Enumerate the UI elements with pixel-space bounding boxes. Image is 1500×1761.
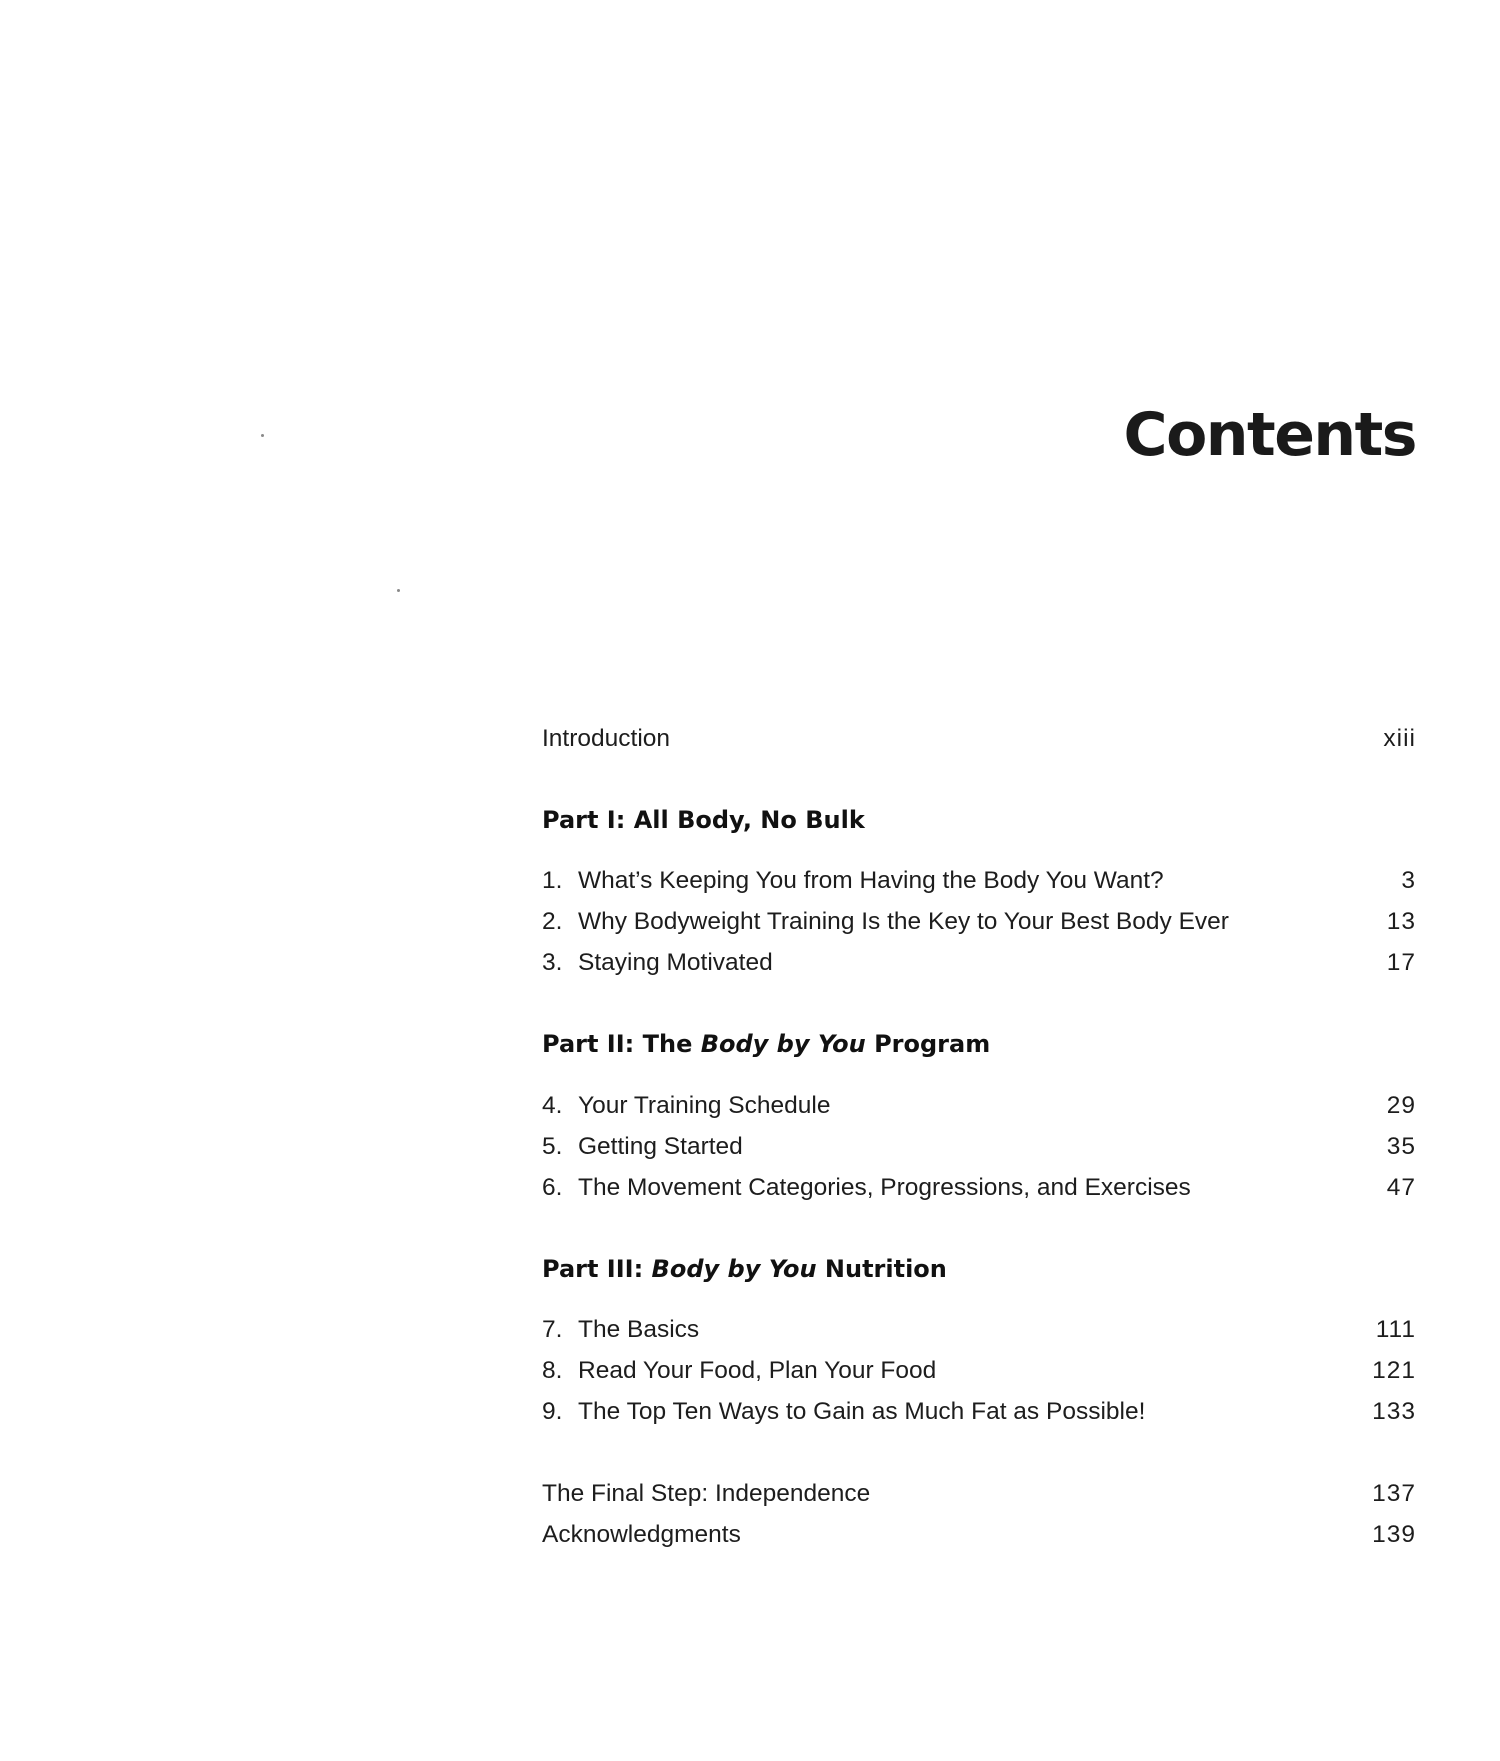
chapter-number: 7. [542, 1316, 563, 1343]
toc-chapter-5[interactable] [542, 1130, 1416, 1164]
toc-page-number: 137 [1372, 1480, 1416, 1507]
chapter-title: The Top Ten Ways to Gain as Much Fat as Possible! [578, 1398, 1146, 1425]
toc-chapter-4[interactable] [542, 1089, 1416, 1123]
chapter-title: The Movement Categories, Progressions, and Exercises [578, 1174, 1191, 1201]
chapter-number: 5. [542, 1133, 563, 1160]
chapter-title: Why Bodyweight Training Is the Key to Your Best Body Ever [578, 908, 1229, 935]
toc-entry-introduction[interactable] [542, 722, 1416, 756]
chapter-title: What’s Keeping You from Having the Body You Want? [578, 867, 1164, 894]
toc-entry-acknowledgments[interactable] [542, 1518, 1416, 1552]
toc-chapter-9[interactable] [542, 1395, 1416, 1429]
toc-entry-label: Introduction [542, 725, 671, 752]
toc-page-number: 133 [1372, 1398, 1416, 1425]
toc-page-number: 121 [1372, 1357, 1416, 1384]
chapter-number: 8. [542, 1357, 563, 1384]
toc-chapter-1[interactable] [542, 864, 1416, 898]
toc-page-number: 35 [1386, 1133, 1416, 1160]
toc-entry-label: The Final Step: Independence [542, 1480, 871, 1507]
toc-entry-final-step[interactable] [542, 1477, 1416, 1511]
toc-chapter-8[interactable] [542, 1354, 1416, 1388]
chapter-number: 2. [542, 908, 563, 935]
part-heading-2: Part II: The Body by You Program [542, 1030, 991, 1058]
chapter-title: Read Your Food, Plan Your Food [578, 1357, 937, 1384]
toc-chapter-2[interactable] [542, 905, 1416, 939]
toc-page-number: 13 [1386, 908, 1416, 935]
toc-page-number: 111 [1375, 1316, 1416, 1343]
scan-speck [261, 434, 264, 437]
chapter-number: 6. [542, 1174, 563, 1201]
part-heading-1: Part I: All Body, No Bulk [542, 806, 865, 834]
toc-page-number: 47 [1386, 1174, 1416, 1201]
chapter-number: 9. [542, 1398, 563, 1425]
scan-speck [397, 589, 400, 592]
chapter-number: 1. [542, 867, 563, 894]
toc-chapter-6[interactable] [542, 1171, 1416, 1205]
page-title: Contents [1123, 400, 1416, 470]
toc-page-number: 139 [1372, 1521, 1416, 1548]
toc-chapter-7[interactable] [542, 1313, 1416, 1347]
part-heading-3: Part III: Body by You Nutrition [542, 1255, 947, 1283]
chapter-title: Getting Started [578, 1133, 743, 1160]
chapter-number: 3. [542, 949, 563, 976]
toc-page-number: 17 [1386, 949, 1416, 976]
toc-chapter-3[interactable] [542, 946, 1416, 980]
chapter-number: 4. [542, 1092, 563, 1119]
toc-page-number: 29 [1386, 1092, 1416, 1119]
toc-page-number: 3 [1401, 867, 1416, 894]
chapter-title: Your Training Schedule [578, 1092, 831, 1119]
toc-entry-label: Acknowledgments [542, 1521, 741, 1548]
chapter-title: The Basics [578, 1316, 700, 1343]
toc-page-number: xiii [1383, 725, 1416, 752]
chapter-title: Staying Motivated [578, 949, 773, 976]
